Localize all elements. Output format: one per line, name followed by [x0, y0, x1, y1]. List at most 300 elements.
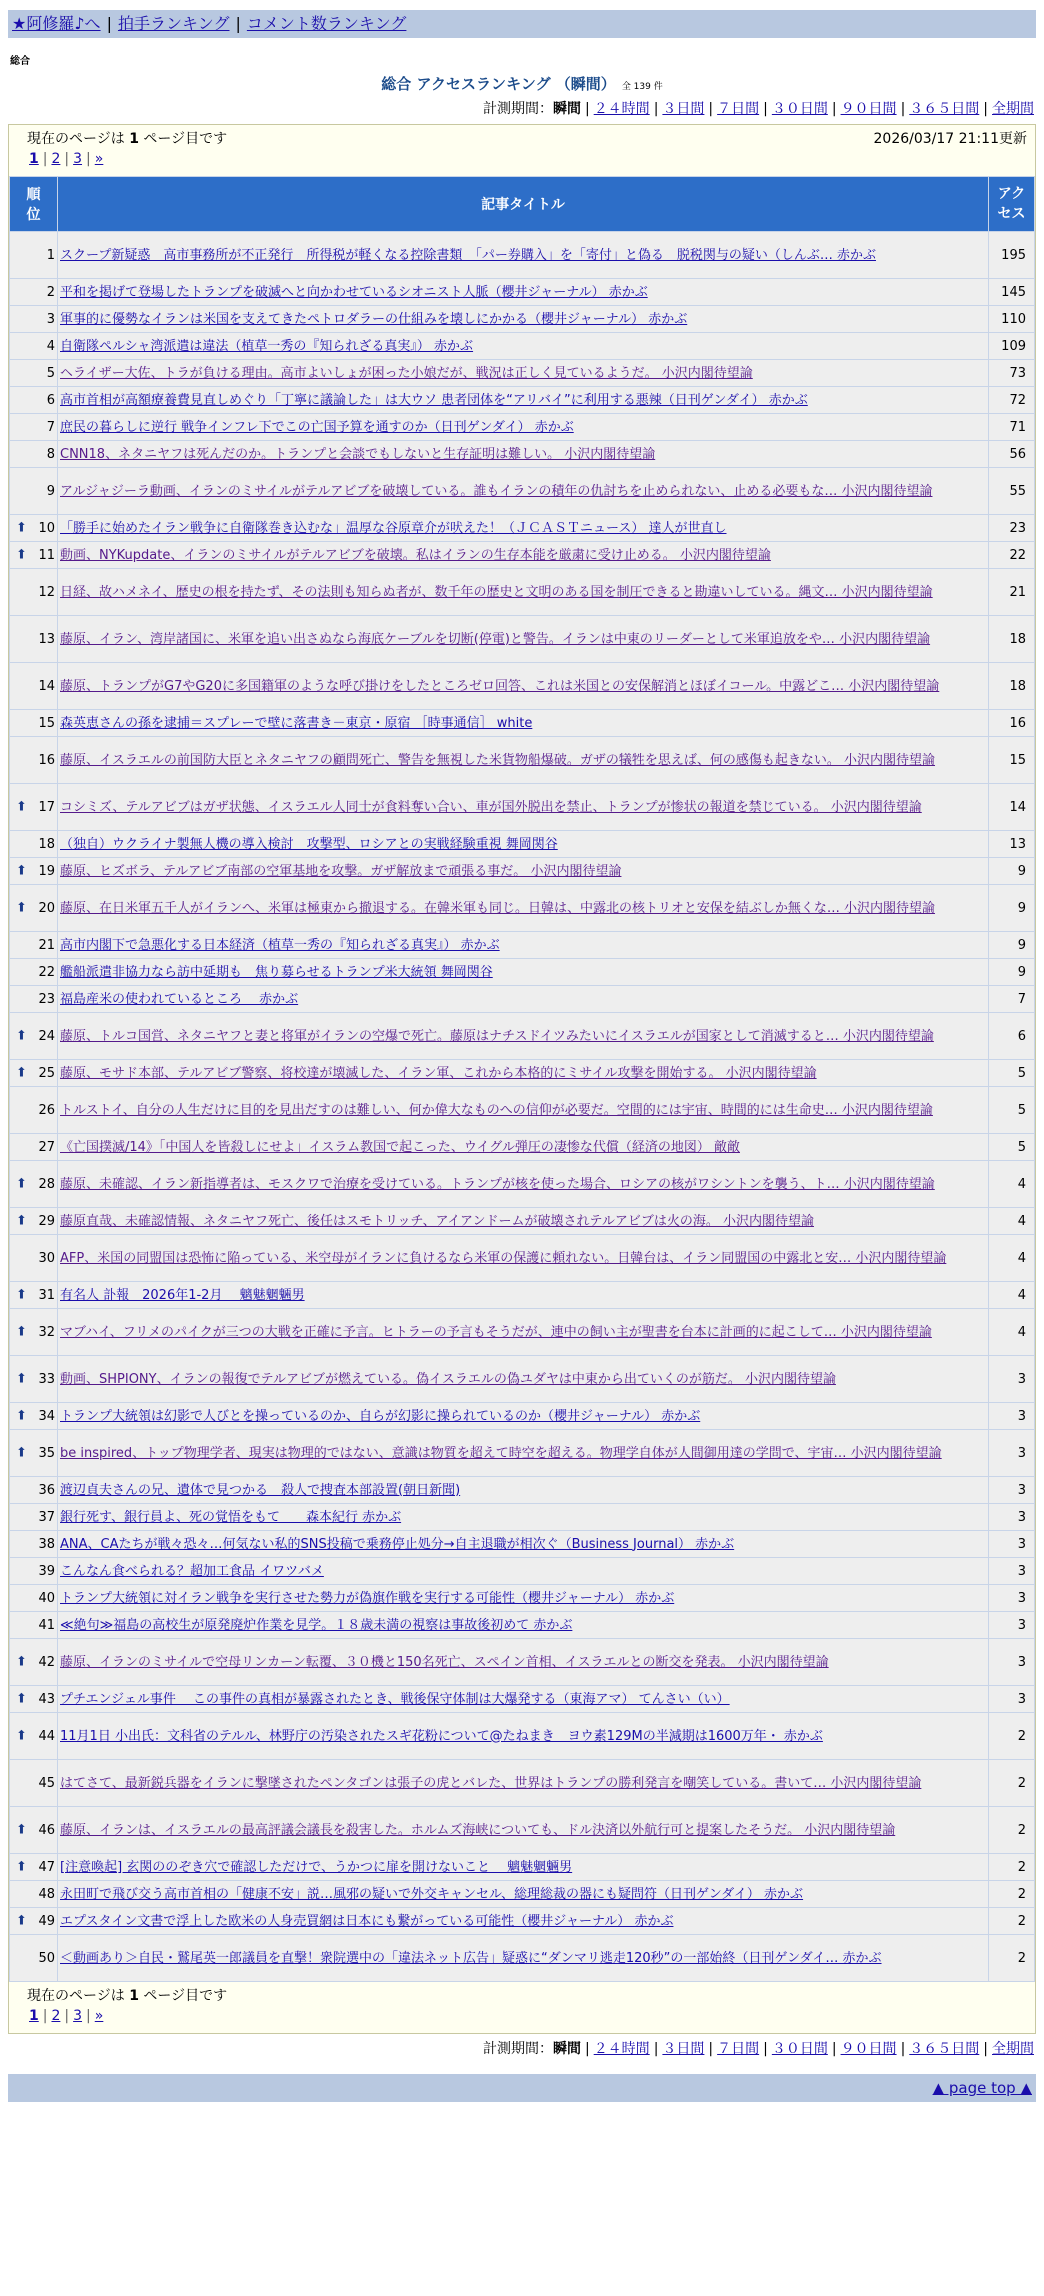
title-cell [58, 1908, 989, 1935]
table-row [10, 1208, 1035, 1235]
table-row [10, 1612, 1035, 1639]
title-cell [58, 1309, 989, 1356]
title-cell [58, 441, 989, 468]
nav-separator: | [106, 14, 112, 33]
access-count: 21 [989, 569, 1035, 616]
article-title-link[interactable]: トランプ大統領に対イラン戦争を実行させた勢力が偽旗作戦を実行する可能性（櫻井ジャーナル） 赤かぶ [60, 1590, 675, 1606]
rank-number: 38 [38, 1536, 55, 1552]
comment-ranking-link[interactable]: コメント数ランキング [246, 14, 407, 33]
title-cell [58, 1430, 989, 1477]
up-arrow-icon: ⬆ [16, 1728, 27, 1744]
rank-number: 44 [38, 1728, 55, 1744]
period-link[interactable]: ７日間 [717, 2041, 760, 2057]
article-title-link[interactable]: ヘライザー大佐、トラが負ける理由。高市よいしょが困った小娘だが、戦況は正しく見ているようだ。 小沢内閣待望論 [60, 365, 753, 381]
rank-number: 13 [38, 631, 55, 647]
rank-number: 2 [46, 284, 55, 300]
access-count: 3 [989, 1558, 1035, 1585]
article-title-link[interactable]: 「勝手に始めたイラン戦争に自衛隊巻き込むな」温厚な谷原章介が吠えた！（ＪＣＡＳＴニュース） 達人が世直し [60, 520, 727, 536]
rank-number: 5 [46, 365, 55, 381]
article-title-link[interactable]: 動画、SHPIONY、イランの報復でテルアビブが燃えている。偽イスラエルの偽ユダヤは中東から出ていくのが筋だ。 小沢内閣待望論 [60, 1371, 836, 1387]
period-link[interactable]: ２４時間 [593, 101, 650, 117]
table-row [10, 1854, 1035, 1881]
article-title-link[interactable]: 渡辺貞夫さんの兄、遺体で見つかる 殺人で捜査本部設置(朝日新聞) [60, 1482, 461, 1498]
title-cell [58, 1208, 989, 1235]
rank-cell [10, 1403, 58, 1430]
up-arrow-icon: ⬆ [16, 1691, 27, 1707]
article-title-link[interactable]: 永田町で飛び交う高市首相の「健康不安」説…風邪の疑いで外交キャンセル、総理総裁の器にも疑問符（日刊ゲンダイ） 赤かぶ [60, 1886, 804, 1902]
article-title-link[interactable]: 藤原、イスラエルの前国防大臣とネタニヤフの顧問死亡、警告を無視した米貨物船爆破。ガザの犠牲を思えば、何の感傷も起きない。 小沢内閣待望論 [60, 752, 936, 768]
table-row [10, 1639, 1035, 1686]
title-cell [58, 387, 989, 414]
table-row [10, 858, 1035, 885]
table-row [10, 885, 1035, 932]
bottom-bar [8, 2074, 1036, 2102]
article-title-link[interactable]: CNN18、ネタニヤフは死んだのか。トランプと会談でもしないと生存証明は難しい。 小沢内閣待望論 [60, 446, 656, 462]
rank-cell [10, 663, 58, 710]
rank-cell [10, 616, 58, 663]
rank-cell [10, 1235, 58, 1282]
up-arrow-icon: ⬆ [16, 1913, 27, 1929]
rank-cell [10, 1686, 58, 1713]
up-arrow-icon: ⬆ [16, 1287, 27, 1303]
table-row [10, 306, 1035, 333]
rank-cell [10, 1612, 58, 1639]
title-cell [58, 333, 989, 360]
period-link[interactable]: ３日間 [662, 2041, 705, 2057]
table-row [10, 1235, 1035, 1282]
period-separator: | [831, 101, 837, 117]
rank-number: 50 [38, 1950, 55, 1966]
rank-number: 43 [38, 1691, 55, 1707]
rank-cell [10, 959, 58, 986]
table-row [10, 932, 1035, 959]
title-cell [58, 1282, 989, 1309]
access-count: 18 [989, 663, 1035, 710]
rank-cell [10, 515, 58, 542]
period-separator: | [831, 2041, 837, 2057]
access-count: 3 [989, 1356, 1035, 1403]
article-title-link[interactable]: （独自）ウクライナ製無人機の導入検討 攻撃型、ロシアとの実戦経験重視 舞岡関谷 [60, 836, 558, 852]
article-title-link[interactable]: 藤原、ヒズボラ、テルアビブ南部の空軍基地を攻撃。ガザ解放まで頑張る事だ。 小沢内閣待望論 [60, 863, 622, 879]
page-current-link[interactable]: 1 [29, 2008, 39, 2024]
article-title-link[interactable]: 銀行死す、銀行員よ、死の覚悟をもて 森本紀行 赤かぶ [60, 1509, 402, 1525]
page-next-link[interactable]: » [94, 2008, 104, 2024]
period-current: 瞬間 [552, 101, 581, 117]
rank-cell [10, 441, 58, 468]
rank-cell [10, 1060, 58, 1087]
article-title-link[interactable]: マブハイ、フリメのパイクが三つの大戦を正確に予言。ヒトラーの予言もそうだが、連中の飼い主が聖書を台本に計画的に起こして… 小沢内閣待望論 [60, 1324, 932, 1340]
rank-number: 9 [46, 483, 55, 499]
rank-number: 10 [38, 520, 55, 536]
rank-cell [10, 333, 58, 360]
current-page-info-bottom [27, 1985, 227, 2005]
access-count: 16 [989, 710, 1035, 737]
ranking-table [9, 176, 1035, 1982]
period-link[interactable]: ３０日間 [771, 101, 828, 117]
access-count: 2 [989, 1807, 1035, 1854]
access-count: 5 [989, 1060, 1035, 1087]
period-separator: | [653, 2041, 659, 2057]
article-title-link[interactable]: エプスタイン文書で浮上した欧米の人身売買網は日本にも繋がっている可能性（櫻井ジャーナル） 赤かぶ [60, 1913, 674, 1929]
article-title-link[interactable]: 森英恵さんの孫を逮捕＝スプレーで壁に落書き－東京・原宿 ［時事通信］ white [60, 715, 533, 731]
article-title-link[interactable]: プチエンジェル事件 この事件の真相が暴露されたとき、戦後保守体制は大爆発する（東海アマ） てんさい（い） [60, 1691, 730, 1707]
table-row [10, 1356, 1035, 1403]
title-cell [58, 986, 989, 1013]
article-title-link[interactable]: [注意喚起] 玄関ののぞき穴で確認しただけで、うかつに扉を開けないこと 魑魅魍魎男 [60, 1859, 573, 1875]
article-title-link[interactable]: 11月1日 小出氏：文科省のテルル、林野庁の汚染されたスギ花粉について@たねまき ヨウ素129Mの半減期は1600万年・ 赤かぶ [60, 1728, 823, 1744]
col-title-header: 記事タイトル [58, 177, 989, 232]
page-link[interactable]: 3 [73, 2008, 83, 2024]
access-count: 2 [989, 1713, 1035, 1760]
table-row [10, 414, 1035, 441]
title-cell [58, 414, 989, 441]
current-page-info [27, 128, 227, 148]
access-count: 4 [989, 1208, 1035, 1235]
article-title-link[interactable]: スクープ新疑惑 高市事務所が不正発行 所得税が軽くなる控除書類 「パー券購入」を「寄付」と偽る 脱税関与の疑い（しんぶ… 赤かぶ [60, 247, 876, 263]
table-row [10, 360, 1035, 387]
rank-number: 42 [38, 1654, 55, 1670]
article-title-link[interactable]: トルストイ、自分の人生だけに目的を見出だすのは難しい、何か偉大なものへの信仰が必要だ。空間的には宇宙、時間的には生命史… 小沢内閣待望論 [60, 1102, 933, 1118]
table-row [10, 1282, 1035, 1309]
article-title-link[interactable]: 藤原、未確認、イラン新指導者は、モスクワで治療を受けている。トランプが核を使った場合、ロシアの核がワシントンを襲う、ト… 小沢内閣待望論 [60, 1176, 935, 1192]
rank-number: 15 [38, 715, 55, 731]
article-title-link[interactable]: 藤原、モサド本部、テルアビブ警察、将校達が壊滅した、イラン軍、これから本格的にミサイル攻撃を開始する。 小沢内閣待望論 [60, 1065, 817, 1081]
article-title-link[interactable]: 高市内閣下で急悪化する日本経済（植草一秀の『知られざる真実』） 赤かぶ [60, 937, 500, 953]
access-count: 9 [989, 959, 1035, 986]
up-arrow-icon: ⬆ [16, 1176, 27, 1192]
up-arrow-icon: ⬆ [16, 1028, 27, 1044]
page-link[interactable]: 2 [51, 2008, 61, 2024]
access-count: 73 [989, 360, 1035, 387]
period-separator: | [584, 2041, 590, 2057]
period-current: 瞬間 [552, 2041, 581, 2057]
rank-number: 24 [38, 1028, 55, 1044]
article-title-link[interactable]: ANA、CAたちが戦々恐々…何気ない私的SNS投稿で乗務停止処分→自主退職が相次ぐ（Business Journal） 赤かぶ [60, 1536, 735, 1552]
page-link[interactable]: 3 [73, 151, 83, 167]
article-title-link[interactable]: 藤原、イランのミサイルで空母リンカーン転覆、３０機と150名死亡、スペイン首相、イスラエルとの断交を発表。 小沢内閣待望論 [60, 1654, 829, 1670]
updated-timestamp: 2026/03/17 21:11更新 [873, 131, 1027, 147]
rank-cell [10, 831, 58, 858]
access-count: 4 [989, 1161, 1035, 1208]
rank-number: 25 [38, 1065, 55, 1081]
rank-cell [10, 1282, 58, 1309]
table-row [10, 441, 1035, 468]
rank-number: 46 [38, 1822, 55, 1838]
up-arrow-icon: ⬆ [16, 547, 27, 563]
page-top-link[interactable]: ▲ page top ▲ [932, 2079, 1032, 2097]
table-row [10, 1908, 1035, 1935]
table-row [10, 1134, 1035, 1161]
article-title-link[interactable]: AFP、米国の同盟国は恐怖に陥っている、米空母がイランに負けるなら米軍の保護に頼れない。日韓台は、イラン同盟国の中露北と安… 小沢内閣待望論 [60, 1250, 947, 1266]
table-row [10, 986, 1035, 1013]
rank-cell [10, 932, 58, 959]
table-row [10, 279, 1035, 306]
title-cell [58, 1161, 989, 1208]
access-count: 13 [989, 831, 1035, 858]
rank-number: 23 [38, 991, 55, 1007]
title-cell [58, 1558, 989, 1585]
title-cell [58, 663, 989, 710]
access-count: 2 [989, 1760, 1035, 1807]
period-link[interactable]: ７日間 [717, 101, 760, 117]
access-count: 4 [989, 1309, 1035, 1356]
rank-cell [10, 1161, 58, 1208]
article-title-link[interactable]: はてさて、最新鋭兵器をイランに撃墜されたペンタゴンは張子の虎とバレた、世界はトランプの勝利発言を嘲笑している。書いて… 小沢内閣待望論 [60, 1775, 922, 1791]
rank-number: 20 [38, 900, 55, 916]
title-cell [58, 959, 989, 986]
table-row [10, 1430, 1035, 1477]
article-title-link[interactable]: 福島産米の使われているところ 赤かぶ [60, 991, 299, 1007]
access-count: 7 [989, 986, 1035, 1013]
rank-number: 32 [38, 1324, 55, 1340]
rank-cell [10, 1807, 58, 1854]
rank-cell [10, 858, 58, 885]
access-count: 109 [989, 333, 1035, 360]
title-cell [58, 1134, 989, 1161]
period-link[interactable]: ２４時間 [593, 2041, 650, 2057]
page-info-post: ページ目です [143, 1988, 228, 2004]
article-title-link[interactable]: 《亡国撲滅/14》「中国人を皆殺しにせよ」イスラム教国で起こった、ウイグル弾圧の凄惨な代償（経済の地図） 敵敵 [60, 1139, 740, 1155]
title-cell [58, 831, 989, 858]
access-count: 3 [989, 1403, 1035, 1430]
article-title-link[interactable]: 動画、NYKupdate、イランのミサイルがテルアビブを破壊。私はイランの生存本能を厳粛に受け止める。 小沢内閣待望論 [60, 547, 771, 563]
page-title [0, 73, 1044, 94]
article-title-link[interactable]: 藤原、トルコ国営、ネタニヤフと妻と将軍がイランの空爆で死亡。藤原はナチスドイツみたいにイスラエルが国家として消滅すると… 小沢内閣待望論 [60, 1028, 934, 1044]
up-arrow-icon: ⬆ [16, 799, 27, 815]
ranking-frame [8, 124, 1036, 2034]
ranking-table-body [10, 232, 1035, 1982]
page-link[interactable]: 2 [51, 151, 61, 167]
category-label: 総合 [10, 56, 30, 67]
period-label: 計測期間： [482, 2041, 553, 2057]
table-row [10, 1807, 1035, 1854]
rank-cell [10, 1356, 58, 1403]
period-link[interactable]: 全期間 [992, 2041, 1034, 2057]
rank-cell [10, 232, 58, 279]
rank-number: 30 [38, 1250, 55, 1266]
period-link[interactable]: ９０日間 [840, 101, 897, 117]
table-row [10, 387, 1035, 414]
col-rank-header [10, 177, 58, 232]
title-cell [58, 1060, 989, 1087]
article-title-link[interactable]: 艦船派遣非協力なら訪中延期も 焦り募らせるトランプ米大統領 舞岡関谷 [60, 964, 493, 980]
title-cell [58, 1935, 989, 1982]
table-row [10, 1161, 1035, 1208]
rank-number: 29 [38, 1213, 55, 1229]
page-current-link[interactable]: 1 [29, 151, 39, 167]
access-count: 5 [989, 1087, 1035, 1134]
rank-cell [10, 1531, 58, 1558]
table-row [10, 1760, 1035, 1807]
access-count: 3 [989, 1612, 1035, 1639]
rank-number: 19 [38, 863, 55, 879]
page-next-link[interactable]: » [94, 151, 104, 167]
rank-number: 27 [38, 1139, 55, 1155]
clap-ranking-link[interactable]: 拍手ランキング [117, 14, 230, 33]
rank-cell [10, 1309, 58, 1356]
article-title-link[interactable]: 日経、故ハメネイ、歴史の根を持たず、その法則も知らぬ者が、数千年の歴史と文明のある国を制圧できると勘違いしている。縄文… 小沢内閣待望論 [60, 584, 933, 600]
rank-number: 31 [38, 1287, 55, 1303]
home-link[interactable]: ★阿修羅♪へ [12, 14, 101, 33]
rank-cell [10, 1208, 58, 1235]
page-info-number: 1 [129, 131, 139, 147]
table-row [10, 1686, 1035, 1713]
article-title-link[interactable]: 藤原、イランは、イスラエルの最高評議会議長を殺害した。ホルムズ海峡についても、ドル決済以外航行可と提案したそうだ。 小沢内閣待望論 [60, 1822, 896, 1838]
up-arrow-icon: ⬆ [16, 1654, 27, 1670]
title-cell [58, 1235, 989, 1282]
rank-cell [10, 360, 58, 387]
article-title-link[interactable]: 高市首相が高額療養費見直しめぐり「丁寧に議論した」は大ウソ 患者団体を“アリバイ”に利用する悪辣（日刊ゲンダイ） 赤かぶ [60, 392, 808, 408]
title-cell [58, 1356, 989, 1403]
period-selector [0, 98, 1034, 118]
access-count: 4 [989, 1282, 1035, 1309]
table-row [10, 1558, 1035, 1585]
article-title-link[interactable]: 藤原、イラン、湾岸諸国に、米軍を追い出さぬなら海底ケーブルを切断(停電)と警告。イランは中東のリーダーとして米軍追放をや… 小沢内閣待望論 [60, 631, 931, 647]
article-title-link[interactable]: 藤原、在日米軍五千人がイランへ、米軍は極東から撤退する。在韓米軍も同じ。日韓は、中露北の核トリオと安保を結ぶしか無くな… 小沢内閣待望論 [60, 900, 936, 916]
period-link[interactable]: ３６５日間 [909, 2041, 980, 2057]
rank-cell [10, 414, 58, 441]
total-count: 全 139 件 [621, 82, 663, 92]
access-count: 6 [989, 1013, 1035, 1060]
rank-cell [10, 1585, 58, 1612]
rank-number: 3 [46, 311, 55, 327]
table-row [10, 1713, 1035, 1760]
table-row [10, 1935, 1035, 1982]
page-separator: | [42, 151, 48, 167]
rank-cell [10, 468, 58, 515]
rank-cell [10, 279, 58, 306]
article-title-link[interactable]: 庶民の暮らしに逆行 戦争インフレ下でこの亡国予算を通すのか（日刊ゲンダイ） 赤かぶ [60, 419, 574, 435]
title-cell [58, 306, 989, 333]
rank-cell [10, 306, 58, 333]
period-link[interactable]: ３６５日間 [909, 101, 980, 117]
period-separator: | [900, 2041, 906, 2057]
access-count: 72 [989, 387, 1035, 414]
article-title-link[interactable]: ≪絶句≫福島の高校生が原発廃炉作業を見学。１８歳未満の視察は事故後初めて 赤かぶ [60, 1617, 573, 1633]
title-cell [58, 1013, 989, 1060]
period-link[interactable]: ３０日間 [771, 2041, 828, 2057]
article-title-link[interactable]: コシミズ、テルアビブはガザ状態、イスラエル人同士が食料奪い合い、車が国外脱出を禁止、トランプが惨状の報道を禁じている。 小沢内閣待望論 [60, 799, 922, 815]
up-arrow-icon: ⬆ [16, 520, 27, 536]
page-separator: | [42, 2008, 48, 2024]
rank-cell [10, 1713, 58, 1760]
up-arrow-icon: ⬆ [16, 863, 27, 879]
table-row [10, 616, 1035, 663]
article-title-link[interactable]: 自衛隊ペルシャ湾派遣は違法（植草一秀の『知られざる真実』） 赤かぶ [60, 338, 474, 354]
title-cell [58, 1881, 989, 1908]
info-bar [9, 125, 1035, 176]
rank-cell [10, 1854, 58, 1881]
rank-number: 22 [38, 964, 55, 980]
table-row [10, 1309, 1035, 1356]
title-cell [58, 1585, 989, 1612]
rank-number: 35 [38, 1445, 55, 1461]
page-info-pre: 現在のページは [27, 1988, 125, 2004]
title-cell [58, 1686, 989, 1713]
access-count: 14 [989, 784, 1035, 831]
rank-cell [10, 784, 58, 831]
title-cell [58, 710, 989, 737]
article-title-link[interactable]: 有名人 訃報 2026年1-2月 魑魅魍魎男 [60, 1287, 305, 1303]
title-cell [58, 1087, 989, 1134]
period-separator: | [708, 101, 714, 117]
access-count: 3 [989, 1686, 1035, 1713]
up-arrow-icon: ⬆ [16, 1408, 27, 1424]
rank-number: 33 [38, 1371, 55, 1387]
up-arrow-icon: ⬆ [16, 1371, 27, 1387]
title-cell [58, 232, 989, 279]
rank-number: 49 [38, 1913, 55, 1929]
article-title-link[interactable]: 平和を掲げて登場したトランプを破滅へと向かわせているシオニスト人脈（櫻井ジャーナル） 赤かぶ [60, 284, 648, 300]
rank-number: 45 [38, 1775, 55, 1791]
period-separator: | [983, 101, 988, 117]
article-title-link[interactable]: 軍事的に優勢なイランは米国を支えてきたペトロダラーの仕組みを壊しにかかる（櫻井ジャーナル） 赤かぶ [60, 311, 688, 327]
rank-number: 39 [38, 1563, 55, 1579]
title-cell [58, 1639, 989, 1686]
rank-cell [10, 1430, 58, 1477]
table-row [10, 710, 1035, 737]
period-separator: | [653, 101, 659, 117]
up-arrow-icon: ⬆ [16, 1445, 27, 1461]
article-title-link[interactable]: be inspired、トップ物理学者、現実は物理的ではない、意識は物質を超えて時空を超える。物理学自体が人間御用達の学問で、宇宙… 小沢内閣待望論 [60, 1445, 942, 1461]
access-count: 23 [989, 515, 1035, 542]
title-cell [58, 542, 989, 569]
access-count: 3 [989, 1531, 1035, 1558]
title-cell [58, 279, 989, 306]
period-link[interactable]: 全期間 [992, 101, 1034, 117]
access-count: 110 [989, 306, 1035, 333]
article-title-link[interactable]: 藤原、トランプがG7やG20に多国籍軍のような呼び掛けをしたところゼロ回答、これは米国との安保解消とほぼイコール。中露どこ… 小沢内閣待望論 [60, 678, 940, 694]
rank-number: 47 [38, 1859, 55, 1875]
article-title-link[interactable]: 藤原直哉、未確認情報、ネタニヤフ死亡、後任はスモトリッチ、アイアンドームが破壊されテルアビブは火の海。 小沢内閣待望論 [60, 1213, 814, 1229]
page-separator: | [64, 2008, 70, 2024]
rank-cell [10, 542, 58, 569]
rank-number: 12 [38, 584, 55, 600]
title-cell [58, 515, 989, 542]
title-cell [58, 932, 989, 959]
title-cell [58, 885, 989, 932]
article-title-link[interactable]: こんなん食べられる？超加工食品 イワツバメ [60, 1563, 324, 1579]
rank-cell [10, 387, 58, 414]
access-count: 2 [989, 1935, 1035, 1982]
access-count: 3 [989, 1639, 1035, 1686]
access-count: 9 [989, 858, 1035, 885]
info-bar-bottom [9, 1982, 1035, 2033]
rank-number: 6 [46, 392, 55, 408]
period-selector-bottom [0, 2038, 1034, 2058]
nav-separator: | [235, 14, 241, 33]
title-cell [58, 1531, 989, 1558]
article-title-link[interactable]: ＜動画あり＞自民・鷲尾英一郎議員を直撃！衆院選中の「違法ネット広告」疑惑に“ダンマリ逃走120秒”の一部始終（日刊ゲンダイ… 赤かぶ [60, 1950, 882, 1966]
col-access-label: アク セス [997, 186, 1026, 222]
period-link[interactable]: ３日間 [662, 101, 705, 117]
period-link[interactable]: ９０日間 [840, 2041, 897, 2057]
title-cell [58, 1612, 989, 1639]
page-info-number: 1 [129, 1988, 139, 2004]
rank-number: 4 [46, 338, 55, 354]
period-separator: | [983, 2041, 988, 2057]
table-row [10, 232, 1035, 279]
article-title-link[interactable]: アルジャジーラ動画、イランのミサイルがテルアビブを破壊している。誰もイランの積年の仇討ちを止められない、止める必要もな… 小沢内閣待望論 [60, 483, 933, 499]
table-row [10, 1881, 1035, 1908]
table-row [10, 1585, 1035, 1612]
rank-cell [10, 1558, 58, 1585]
title-cell [58, 1504, 989, 1531]
rank-cell [10, 1087, 58, 1134]
article-title-link[interactable]: トランプ大統領は幻影で人びとを操っているのか、自らが幻影に操られているのか（櫻井ジャーナル） 赤かぶ [60, 1408, 701, 1424]
rank-number: 17 [38, 799, 55, 815]
up-arrow-icon: ⬆ [16, 1065, 27, 1081]
